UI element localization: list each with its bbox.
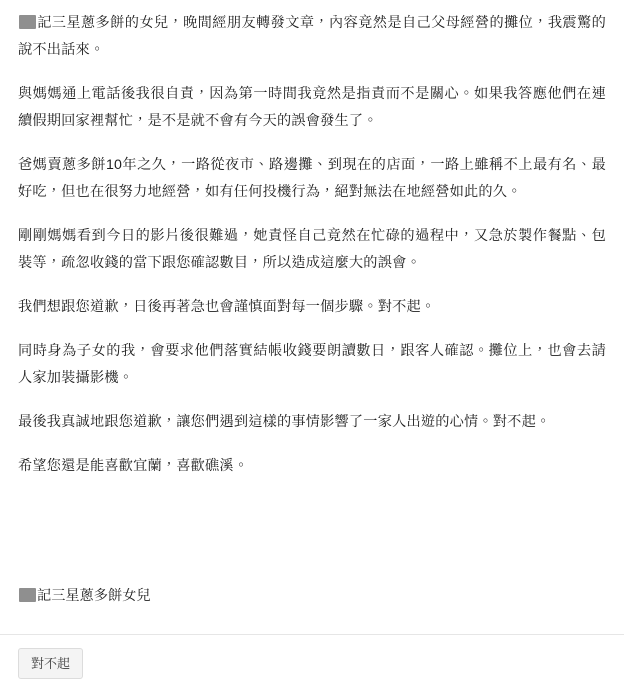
paragraph-4-text: 剛剛媽媽看到今日的影片後很難過，她責怪自己竟然在忙碌的過程中，又急於製作餐點、包裝等，疏忽收錢的當下跟您確認數目，所以造成這麼大的誤會。 (18, 228, 606, 271)
footer-divider (0, 634, 624, 635)
footer-area (18, 648, 83, 679)
paragraph-8-text: 希望您還是能喜歡宜蘭，喜歡礁溪。 (18, 458, 249, 474)
paragraph-4 (18, 223, 606, 277)
redaction-block-icon (19, 588, 36, 602)
paragraph-8 (18, 453, 606, 480)
signature-text: 記三星蔥多餅女兒 (37, 588, 151, 604)
signature-block (18, 583, 151, 610)
paragraph-3-text: 爸媽賣蔥多餅10年之久，一路從夜市、路邊攤、到現在的店面，一路上雖稱不上最有名、最好吃，但也在很努力地經營，如有任何投機行為，絕對無法在地經營如此的久。 (18, 157, 606, 200)
tag-button-apology[interactable]: 對不起 (18, 648, 83, 679)
paragraph-7 (18, 409, 606, 436)
signature-line (18, 583, 151, 610)
paragraph-1-text: 記三星蔥多餅的女兒，晚間經朋友轉發文章，內容竟然是自己父母經營的攤位，我震驚的說不出話來。 (18, 15, 606, 58)
paragraph-1 (18, 10, 606, 64)
redaction-block-icon (19, 15, 36, 29)
paragraph-6 (18, 338, 606, 392)
document-body (18, 10, 606, 480)
paragraph-5-text: 我們想跟您道歉，日後再著急也會謹慎面對每一個步驟。對不起。 (18, 299, 436, 315)
paragraph-3 (18, 152, 606, 206)
paragraph-6-text: 同時身為子女的我，會要求他們落實結帳收錢要朗讀數日，跟客人確認。攤位上，也會去請人家加裝攝影機。 (18, 343, 606, 386)
paragraph-5 (18, 294, 606, 321)
paragraph-2 (18, 81, 606, 135)
paragraph-2-text: 與媽媽通上電話後我很自責，因為第一時間我竟然是指責而不是關心。如果我答應他們在連續假期回家裡幫忙，是不是就不會有今天的誤會發生了。 (18, 86, 606, 129)
paragraph-7-text: 最後我真誠地跟您道歉，讓您們遇到這樣的事情影響了一家人出遊的心情。對不起。 (18, 414, 551, 430)
